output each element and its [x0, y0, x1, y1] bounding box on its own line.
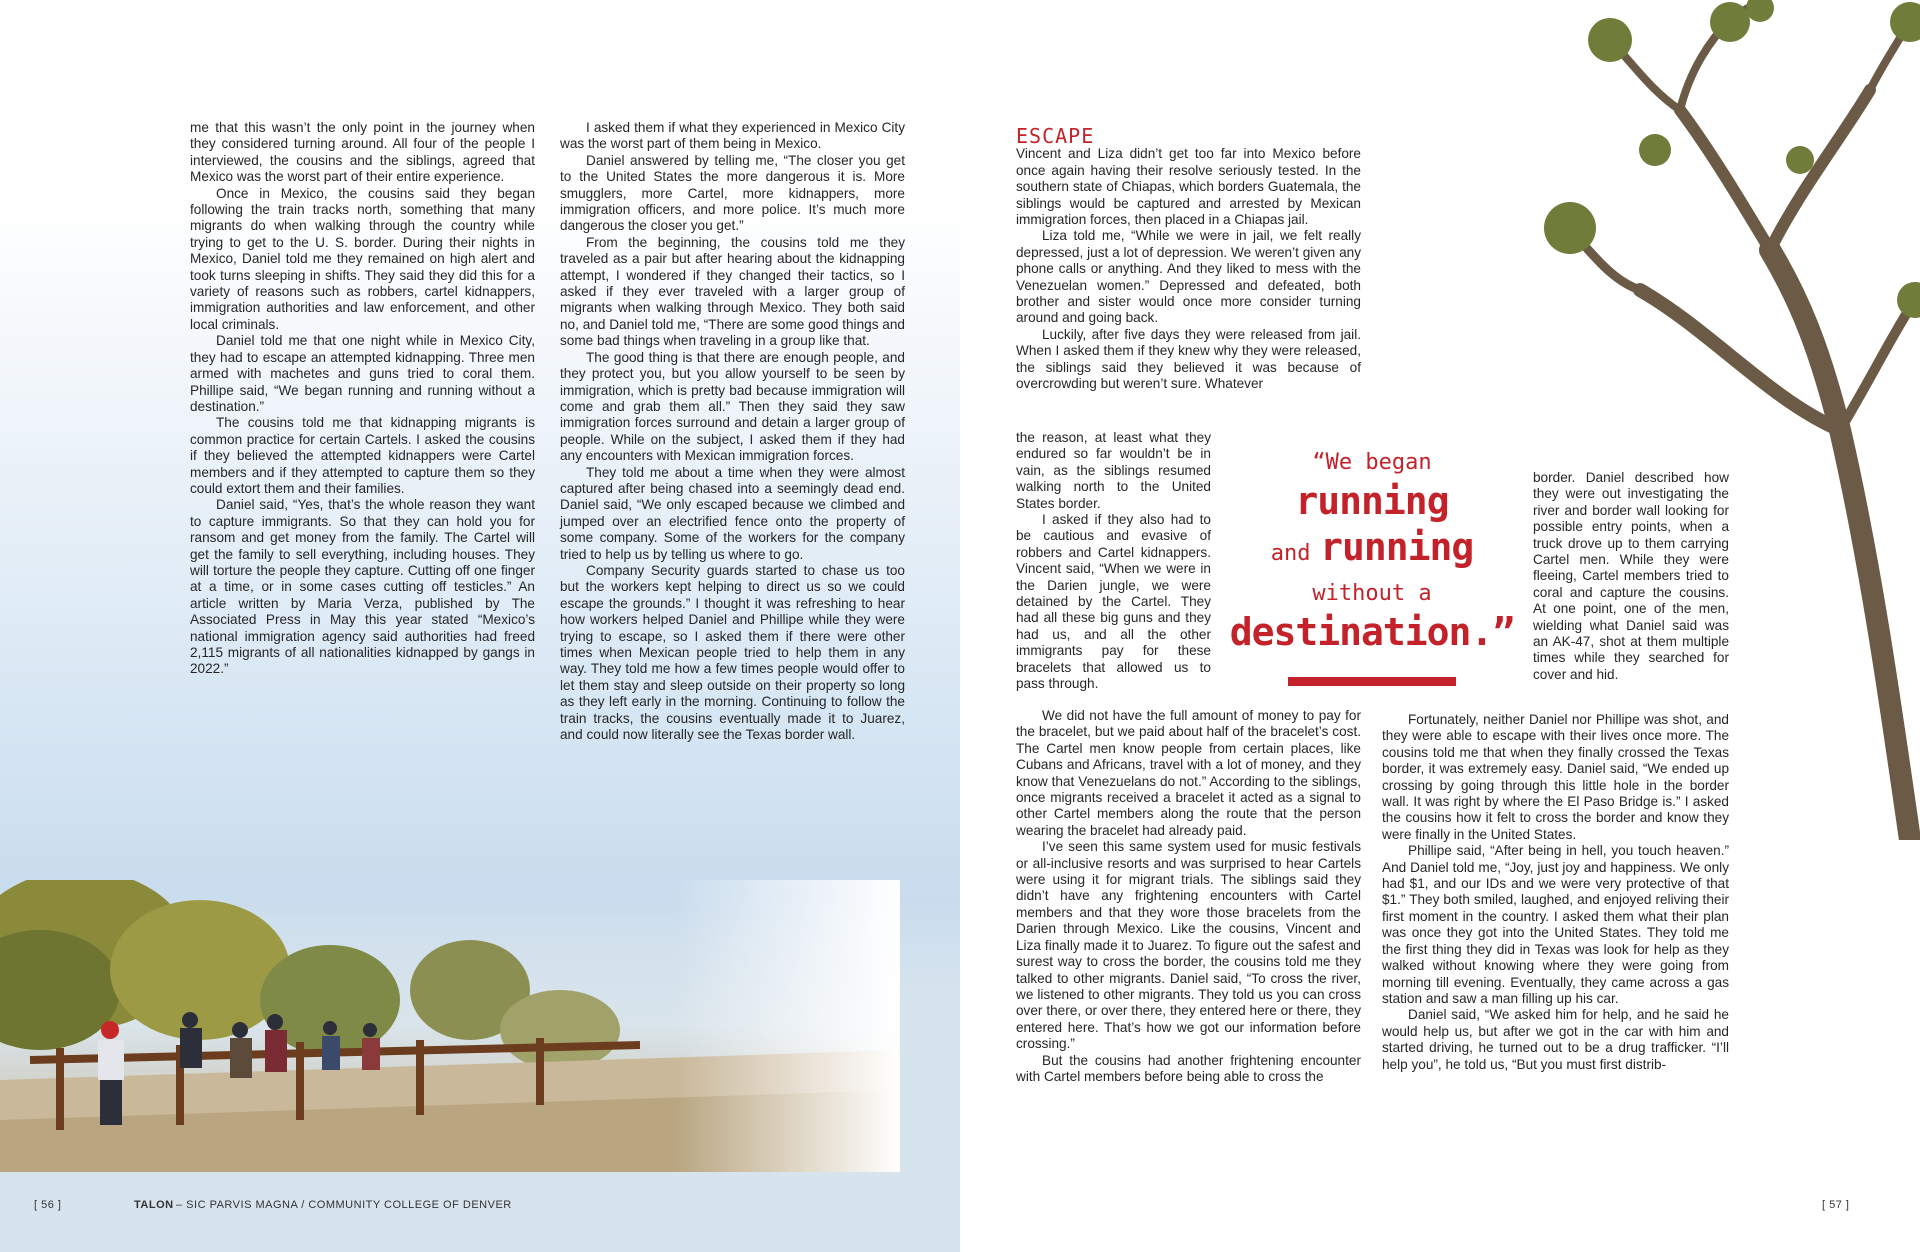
paragraph: border. Daniel described how they were out investigating the river and border wall looking for possible entry points, when a truck drove up to them carrying Cartel men. While they were fleeing, Cartel members tried to coral and capture the cousins. At one point, one of the men, wielding what Daniel said was an AK-47, shot at them multiple times while they searched for cover and hid.	[1533, 470, 1729, 682]
paragraph: We did not have the full amount of money to pay for the bracelet, but we paid about half of the bracelet’s cost. The Cartel men know people from certain places, like Cubans and Africans, travel with a lot of money, and they know that Venezuelans do not.” According to the siblings, once migrants received a bracelet it acted as a signal to other Cartel members along the route that the person wearing the bracelet had already paid.	[1016, 708, 1361, 838]
paragraph: They told me about a time when they were almost captured after being chased into a seemingly dead end. Daniel said, “We only escaped because we climbed and jumped over an electrified fence onto the property of some company. Some of the workers for the company tried to help us by telling us where to go.	[560, 464, 905, 562]
paragraph: Daniel told me that one night while in Mexico City, they had to escape an attempted kidnapping. Three men armed with machetes and guns tried to coral them. Phillipe said, “We began running and running without a destination.”	[190, 333, 535, 414]
paragraph: Liza told me, “While we were in jail, we felt really depressed, just a lot of depression. We weren’t given any phone calls or anything. And they liked to mess with the Venezuelan women.” Depressed and defeated, both brother and sister would once more consider turning around and going back.	[1016, 228, 1361, 326]
pull-quote-line-4: without a	[1312, 581, 1432, 606]
pull-quote-rule	[1288, 677, 1456, 686]
paragraph: the reason, at least what they endured so far wouldn’t be in vain, as the siblings resumed walking north to the United States border.	[1016, 430, 1211, 511]
paragraph: Daniel said, “Yes, that’s the whole reason they want to capture immigrants. So that they can hold you for ransom and get money from the family. The Cartel will get the family to sell everything, including houses. They will torture the people they capture. Cutting off one finger at a time, or in some cases cutting off testicles.” An article written by Maria Verza, published by The Associated Press in May this year stated “Mexico’s national immigration agency said authorities had freed 2,115 migrants of all nationalities kidnapped by gangs in 2022.”	[190, 497, 535, 677]
paragraph: I asked them if what they experienced in Mexico City was the worst part of them being in Mexico.	[560, 120, 905, 152]
article-column-4-bottom	[1382, 712, 1729, 1073]
magazine-tagline: – SIC PARVIS MAGNA / COMMUNITY COLLEGE OF DENVER	[176, 1199, 512, 1211]
article-column-2	[560, 120, 905, 743]
paragraph: Vincent and Liza didn’t get too far into Mexico before once again having their resolve seriously tested. In the southern state of Chiapas, which borders Guatemala, the siblings would be captured and arrested by Mexican immigration forces, then placed in a Chiapas jail.	[1016, 146, 1361, 228]
paragraph: From the beginning, the cousins told me they traveled as a pair but after hearing about the kidnapping attempt, I wondered if they changed their tactics, so I asked if they ever traveled with a larger group of migrants when walking through Mexico. They both said no, and Daniel told me, “There are some good things and some bad things when traveling in a group like that.	[560, 234, 905, 349]
paragraph: The cousins told me that kidnapping migrants is common practice for certain Cartels. I asked the cousins if they believed the attempted kidnappers were Cartel members and if they attempted to capture them so they could extort them and their families.	[190, 415, 535, 496]
paragraph: Fortunately, neither Daniel nor Phillipe was shot, and they were able to escape with their lives once more. The cousins told me that when they finally crossed the Texas border, it was extremely easy. Daniel said, “We ended up crossing by going through this little hole in the border wall. It was right by where the El Paso Bridge is.” I asked the cousins how it felt to cross the border and know they were finally in the United States.	[1382, 712, 1729, 842]
paragraph: I asked if they also had to be cautious and evasive of robbers and Cartel kidnappers. Vincent said, “When we were in the Darien jungle, we were detained by the Cartel. They had all these big guns and they had us, and all the other immigrants pay for these bracelets that allowed us to pass through.	[1016, 512, 1211, 692]
paragraph: I’ve seen this same system used for music festivals or all-inclusive resorts and was surprised to hear Cartels were using it for migrant trials. The siblings said they didn’t have any frightening encounters with Cartel members and that they wore those bracelets from the Darien through Mexico. Like the cousins, Vincent and Liza finally made it to Juarez. To figure out the safest and surest way to cross the border, the cousins told me they talked to other migrants. Daniel said, “To cross the river, we listened to other migrants. They told us you can cross over there, or over there, they entered here or there, they entered here. That’s how we got our information before crossing.”	[1016, 839, 1361, 1052]
section-heading: ESCAPE	[1016, 124, 1095, 148]
paragraph: Luckily, after five days they were released from jail. When I asked them if they knew why they were released, the siblings said they believed it was because of overcrowding but weren’t sure. Whatever	[1016, 326, 1361, 392]
article-column-3-bottom	[1016, 708, 1361, 1085]
magazine-name: TALON	[134, 1199, 174, 1211]
pull-quote-line-5: destination.”	[1229, 610, 1515, 654]
paragraph: Daniel answered by telling me, “The closer you get to the United States the more dangerous it is. More smugglers, more Cartel, more kidnappers, more immigration officers, and more police. It’s much more dangerous the closer you get.”	[560, 152, 905, 234]
article-column-4-narrow	[1533, 470, 1729, 683]
pull-quote-line-2: running	[1295, 479, 1449, 523]
article-column-3-narrow	[1016, 430, 1211, 693]
pull-quote-and: and	[1270, 541, 1311, 566]
paragraph: The good thing is that there are enough people, and they protect you, but you allow yourself to be seen by immigration, which is pretty bad because immigration will come and grab them all.” Then they said they saw immigration forces surround and detain a larger group of people. While on the subject, I asked them if they had any encounters with Mexican immigration forces.	[560, 349, 905, 464]
pull-quote	[1222, 448, 1522, 655]
paragraph: Phillipe said, “After being in hell, you touch heaven.” And Daniel told me, “Joy, just joy and happiness. We only had $1, and our IDs and we were very protective of that $1.” They both smiled, laughed, and enjoyed reliving their first moment in the country. I asked them what their plan was once they got into the United States. They told me the first thing they did in Texas was look for help as they walked without knowing where they were going from morning till evening. Eventually, they came across a gas station and saw a man filling up his car.	[1382, 843, 1729, 1006]
pull-quote-running: running	[1320, 525, 1474, 569]
article-column-3	[1016, 124, 1361, 393]
paragraph: Daniel said, “We asked him for help, and he said he would help us, but after we got in the car with him and started driving, he turned out to be a drug trafficker. “I’ll help you”, he told us, “But you must first distrib-	[1382, 1007, 1729, 1072]
paragraph: me that this wasn’t the only point in the journey when they considered turning around. All four of the people I interviewed, the cousins and the siblings, agreed that Mexico was the worst part of their entire experience.	[190, 120, 535, 185]
paragraph: Once in Mexico, the cousins said they began following the train tracks north, something that many migrants do when walking through the country while trying to get to the U. S. border. During their nights in Mexico, Daniel told me they remained on high alert and took turns sleeping in shifts. They said they did this for a variety of reasons such as robbers, cartel kidnappers, immigration authorities and law enforcement, and other local criminals.	[190, 185, 535, 332]
border-crossing-photo	[0, 880, 900, 1172]
article-column-1	[190, 120, 535, 678]
paragraph: Company Security guards started to chase us too but the workers kept helping to direct us so we could escape the grounds.” I thought it was refreshing to hear how workers helped Daniel and Phillipe while they were trying to escape, so I asked them if there were other times when Mexican people tried to help them in any way. They told me how a few times people would offer to let them stay and sleep outside on their property so long as they left early in the morning. Continuing to follow the train tracks, the cousins eventually made it to Juarez, and could now literally see the Texas border wall.	[560, 562, 905, 743]
pull-quote-line-1: “We began	[1312, 450, 1432, 475]
pull-quote-line-3	[1222, 524, 1522, 579]
page-number-right: [ 57 ]	[1822, 1199, 1850, 1211]
paragraph: But the cousins had another frightening encounter with Cartel members before being able to cross the	[1016, 1052, 1361, 1084]
page-number-left: [ 56 ]	[34, 1199, 62, 1211]
